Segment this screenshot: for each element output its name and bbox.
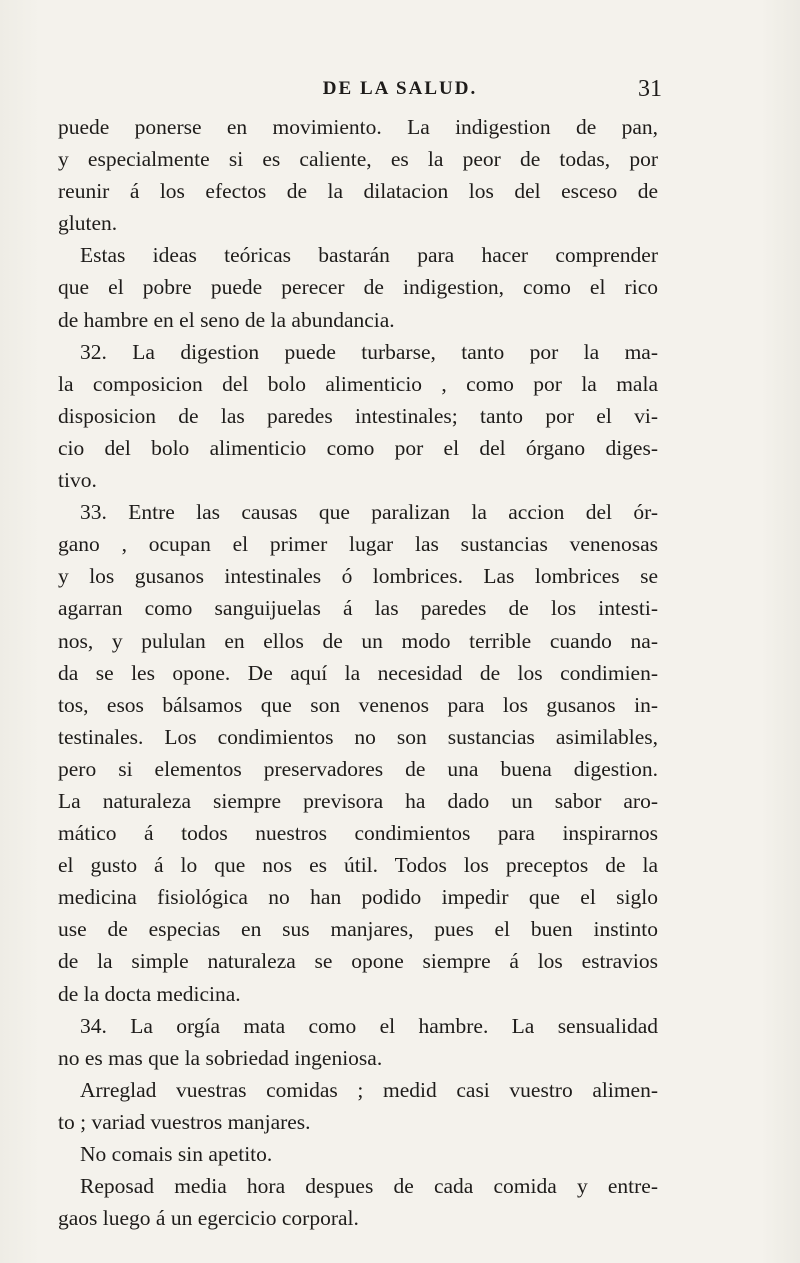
text-line: tos, esos bálsamos que son venenos para los gusanos in- [58,692,658,717]
text-line: cio del bolo alimenticio como por el del órgano diges- [58,435,658,460]
text-line: Arreglad vuestras comidas ; medid casi vuestro alimen- [80,1077,658,1102]
text-line: gluten. [58,211,118,236]
text-line: da se les opone. De aquí la necesidad de los condimien- [58,660,658,685]
text-line: mático á todos nuestros condimientos para inspirarnos [58,821,658,846]
text-line: Reposad media hora despues de cada comida y entre- [80,1174,658,1199]
text-line: no es mas que la sobriedad ingeniosa. [58,1045,383,1070]
text-line: gano , ocupan el primer lugar las sustancias venenosas [58,532,658,557]
page-number: 31 [638,76,662,102]
text-line: que el pobre puede perecer de indigestion, como el rico [58,275,658,300]
text-line: y especialmente si es caliente, es la peor de todas, por [58,147,658,172]
text-line: puede ponerse en movimiento. La indigestion de pan, [58,115,658,139]
text-line: Estas ideas teóricas bastarán para hacer comprender [80,243,658,268]
text-line: to ; variad vuestros manjares. [58,1109,311,1134]
text-line: y los gusanos intestinales ó lombrices. Las lombrices se [58,564,658,589]
text-line: reunir á los efectos de la dilatacion los del esceso de [58,179,658,204]
text-line: No comais sin apetito. [80,1142,273,1166]
text-line: 34. La orgía mata como el hambre. La sensualidad [80,1013,658,1038]
text-line: gaos luego á un egercicio corporal. [58,1206,359,1231]
text-line: agarran como sanguijuelas á las paredes de los intesti- [58,596,658,621]
text-line: pero si elementos preservadores de una buena digestion. [58,756,658,781]
body-text [58,111,658,1234]
text-line: tivo. [58,468,97,493]
text-line: nos, y pululan en ellos de un modo terrible cuando na- [58,628,658,653]
text-line: La naturaleza siempre previsora ha dado un sabor aro- [58,788,658,813]
text-line: de hambre en el seno de la abundancia. [58,307,395,332]
text-line: la composicion del bolo alimenticio , como por la mala [58,371,658,396]
running-title: DE LA SALUD. [322,78,478,99]
text-line: 33. Entre las causas que paralizan la accion del ór- [80,500,658,525]
text-line: use de especias en sus manjares, pues el buen instinto [58,917,658,942]
text-line: 32. La digestion puede turbarse, tanto por la ma- [80,339,658,364]
text-line: testinales. Los condimientos no son sustancias asimilables, [58,724,658,749]
text-line: el gusto á lo que nos es útil. Todos los preceptos de la [58,853,658,878]
text-line: de la docta medicina. [58,981,241,1006]
text-line: de la simple naturaleza se opone siempre á los estravios [58,949,658,974]
running-head [0,76,800,106]
text-line: disposicion de las paredes intestinales; tanto por el vi- [58,403,658,428]
text-line: medicina fisiológica no han podido impedir que el siglo [58,885,658,910]
